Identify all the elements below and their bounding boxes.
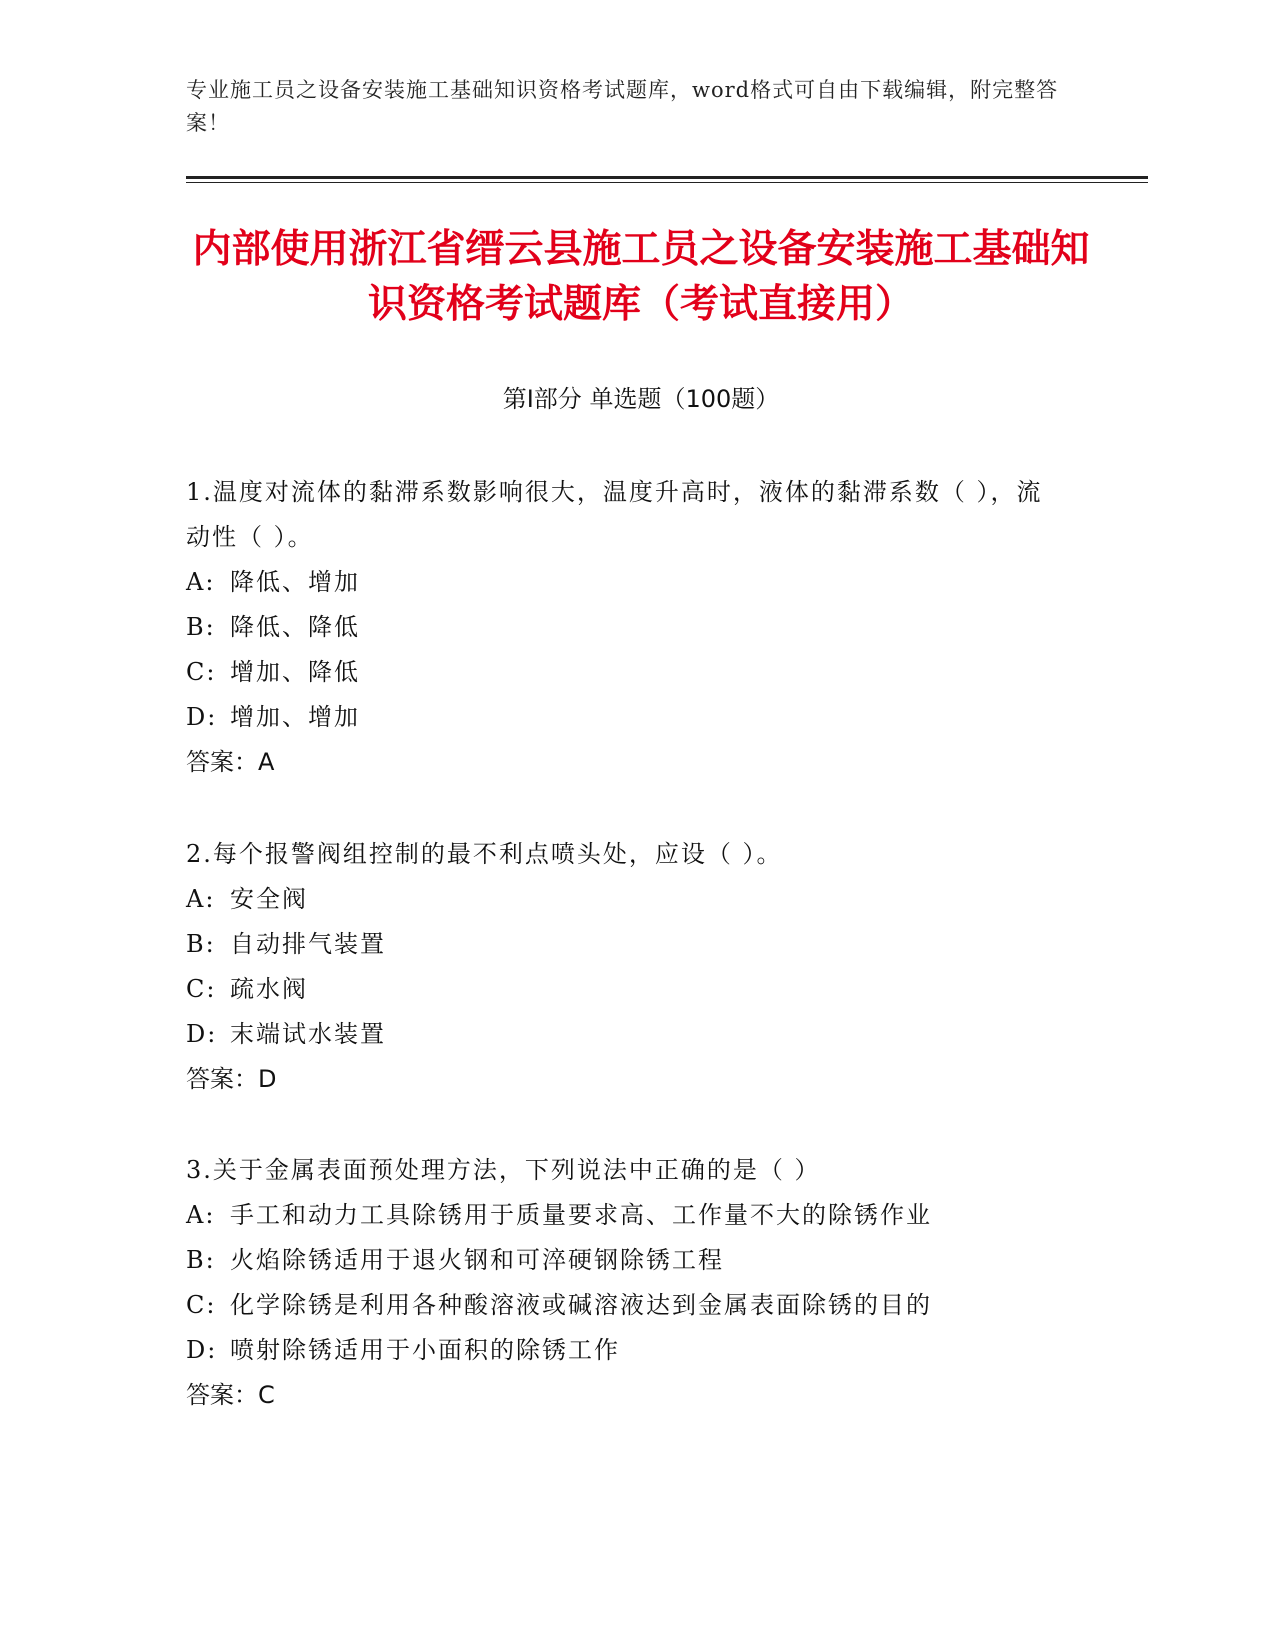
answer-label: 答案： <box>186 1381 258 1409</box>
option-text: 火焰除锈适用于退火钢和可淬硬钢除锈工程 <box>230 1246 724 1274</box>
option-d <box>186 1328 1066 1373</box>
option-text: 增加、降低 <box>230 658 360 686</box>
option-c <box>186 967 1066 1012</box>
question-stem: 2.每个报警阀组控制的最不利点喷头处，应设（ ）。 <box>186 840 783 868</box>
question-3 <box>186 1148 1066 1418</box>
option-text: 喷射除锈适用于小面积的除锈工作 <box>230 1336 620 1364</box>
option-key: B: <box>186 613 216 641</box>
answer-line <box>186 1057 1066 1102</box>
option-text: 化学除锈是利用各种酸溶液或碱溶液达到金属表面除锈的目的 <box>230 1291 932 1319</box>
option-text: 手工和动力工具除锈用于质量要求高、工作量不大的除锈作业 <box>230 1201 932 1229</box>
answer-label: 答案： <box>186 748 258 776</box>
answer-value: C <box>258 1381 275 1409</box>
answer-label: 答案： <box>186 1065 258 1093</box>
option-key: C: <box>186 1291 217 1319</box>
option-c <box>186 1283 1066 1328</box>
option-text: 安全阀 <box>230 885 308 913</box>
question-2 <box>186 832 1066 1102</box>
option-c <box>186 650 1066 695</box>
option-b <box>186 922 1066 967</box>
document-title: 内部使用浙江省缙云县施工员之设备安装施工基础知识资格考试题库（考试直接用） <box>192 227 1090 327</box>
option-key: C: <box>186 975 217 1003</box>
answer-value: D <box>258 1065 277 1093</box>
answer-line <box>186 1373 1066 1418</box>
option-text: 疏水阀 <box>230 975 308 1003</box>
option-text: 增加、增加 <box>230 703 360 731</box>
option-d <box>186 695 1066 740</box>
section-heading: 第Ⅰ部分 单选题（100题） <box>502 385 780 413</box>
question-stem: 3.关于金属表面预处理方法，下列说法中正确的是（ ） <box>186 1156 821 1184</box>
option-key: D: <box>186 1336 218 1364</box>
option-a <box>186 560 1066 605</box>
header-divider-thick <box>186 176 1148 179</box>
option-text: 自动排气装置 <box>230 930 386 958</box>
question-1 <box>186 470 1066 785</box>
option-key: A: <box>186 568 216 596</box>
option-key: A: <box>186 885 216 913</box>
option-key: B: <box>186 1246 216 1274</box>
option-key: D: <box>186 703 218 731</box>
option-d <box>186 1012 1066 1057</box>
header-note: 专业施工员之设备安装施工基础知识资格考试题库，word格式可自由下载编辑，附完整答案！ <box>186 78 1059 135</box>
option-key: C: <box>186 658 217 686</box>
option-key: D: <box>186 1020 218 1048</box>
option-key: A: <box>186 1201 216 1229</box>
answer-line <box>186 740 1066 785</box>
option-b <box>186 605 1066 650</box>
option-a <box>186 877 1066 922</box>
option-a <box>186 1193 1066 1238</box>
question-stem: 1.温度对流体的黏滞系数影响很大，温度升高时，液体的黏滞系数（ ），流动性（ ）。 <box>186 478 1043 551</box>
option-text: 末端试水装置 <box>230 1020 386 1048</box>
option-text: 降低、降低 <box>230 613 360 641</box>
option-b <box>186 1238 1066 1283</box>
option-text: 降低、增加 <box>230 568 360 596</box>
answer-value: A <box>258 748 275 776</box>
option-key: B: <box>186 930 216 958</box>
header-divider-thin <box>186 182 1148 183</box>
